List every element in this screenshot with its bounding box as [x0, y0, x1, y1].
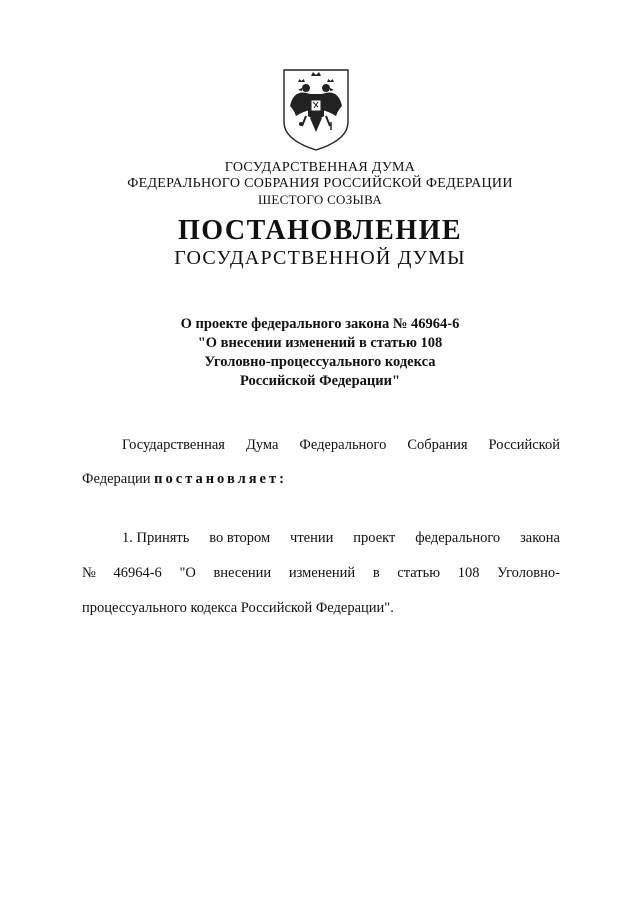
subject-block	[0, 315, 640, 391]
word: федерального	[415, 530, 501, 546]
header-line-assembly: ФЕДЕРАЛЬНОГО СОБРАНИЯ РОССИЙСКОЙ ФЕДЕРАЦИИ	[127, 176, 513, 191]
subject-line: О проекте федерального закона № 46964-6	[180, 316, 460, 332]
word: чтении	[290, 530, 334, 546]
word: Государственная	[122, 437, 225, 453]
word: Федерального	[299, 437, 387, 453]
header-line-duma: ГОСУДАРСТВЕННАЯ ДУМА	[224, 160, 416, 175]
word: Российской	[488, 437, 560, 453]
item-1-line: процессуального кодекса Российской Федерации".	[82, 600, 394, 616]
word: 46964-6	[113, 565, 162, 581]
word: проект	[353, 530, 396, 546]
item-1-line	[82, 565, 560, 582]
preamble-line	[122, 437, 560, 454]
word: Дума	[245, 437, 279, 453]
subject-line: Российской Федерации"	[239, 373, 401, 389]
word: 108	[457, 565, 480, 581]
word: "О	[179, 565, 196, 581]
subject-line: "О внесении изменений в статью 108	[197, 335, 443, 351]
word: закона	[520, 530, 560, 546]
word: Собрания	[407, 437, 468, 453]
word: в	[372, 565, 380, 581]
word: во втором	[209, 530, 271, 546]
emblem	[280, 66, 352, 152]
document-subtitle: ГОСУДАРСТВЕННОЙ ДУМЫ	[174, 247, 466, 269]
item-1-line	[122, 530, 560, 547]
word: внесении	[213, 565, 272, 581]
word: №	[82, 565, 96, 581]
preamble-text: Федерации	[82, 471, 155, 487]
subject-line: Уголовно-процессуального кодекса	[204, 354, 436, 370]
word: изменений	[288, 565, 356, 581]
word: статью	[397, 565, 441, 581]
resolves-word: постановляет:	[154, 471, 287, 487]
preamble-line	[82, 471, 560, 488]
russian-coat-of-arms-icon	[280, 66, 352, 152]
word: Уголовно-	[497, 565, 560, 581]
document-title: ПОСТАНОВЛЕНИЕ	[177, 215, 463, 246]
header-line-convocation: ШЕСТОГО СОЗЫВА	[257, 192, 383, 207]
word: 1. Принять	[122, 530, 190, 546]
